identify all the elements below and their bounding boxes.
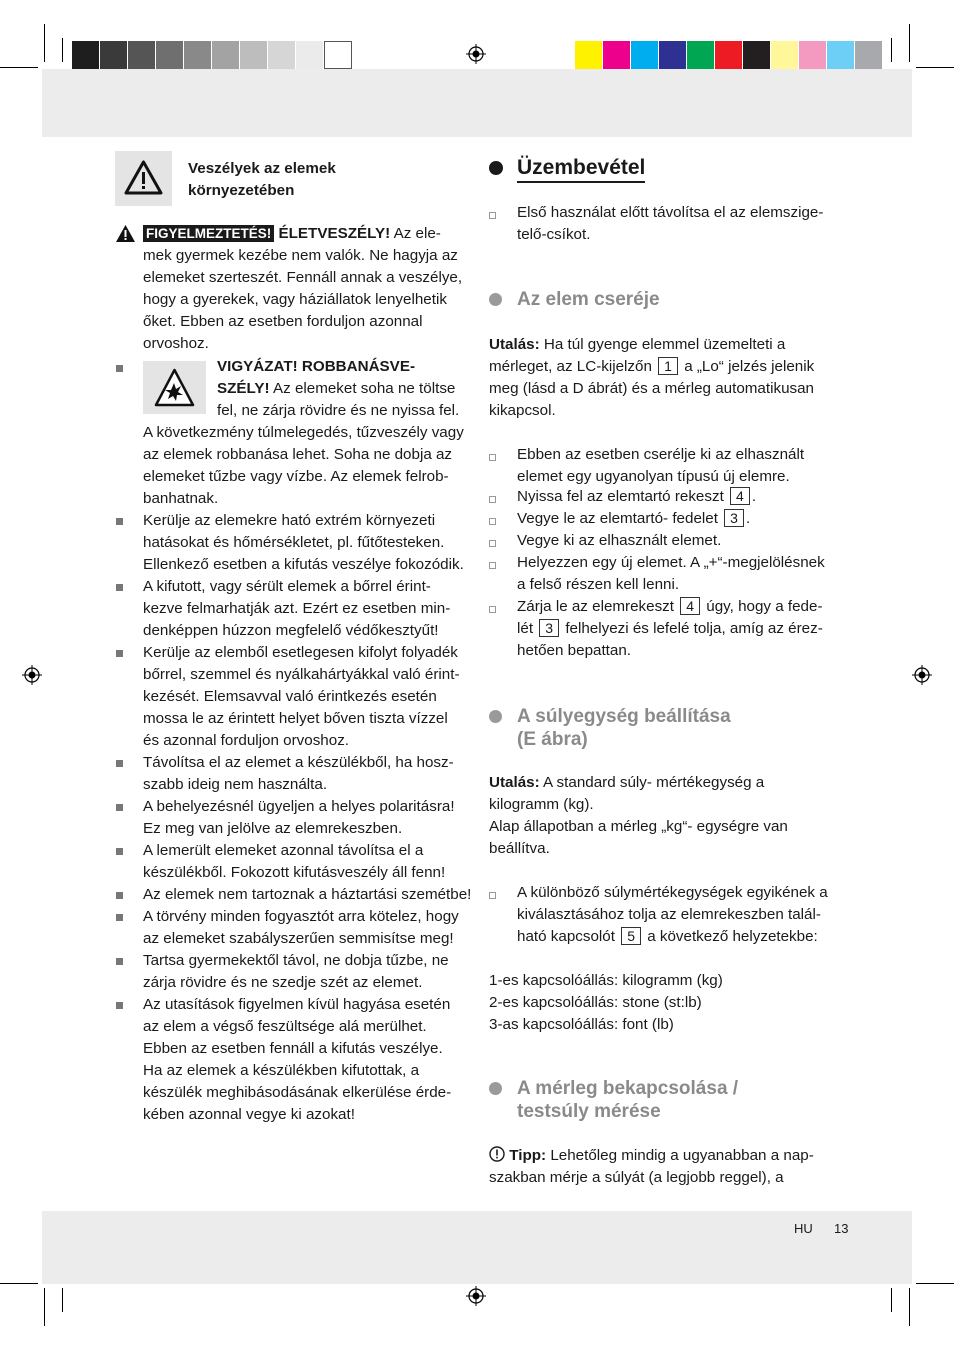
step-bullet	[489, 606, 496, 613]
startup-step: Első használat előtt távolítsa el az elemszige- telő-csíkot.	[517, 204, 824, 243]
header-band	[42, 69, 912, 137]
color-swatch	[268, 41, 296, 69]
color-swatch	[128, 41, 156, 69]
crop-mark	[0, 67, 38, 68]
color-swatch	[100, 41, 128, 69]
battery-step: Helyezzen egy új elemet. A „+“-megjelölésnek a felső részen kell lenni.	[517, 554, 825, 593]
tip-exclamation-icon	[489, 1146, 505, 1162]
crop-mark	[44, 24, 45, 62]
registration-mark-icon	[466, 44, 486, 64]
switch-positions: 1-es kapcsolóállás: kilogramm (kg) 2-es kapcsolóállás: stone (st:lb) 3-as kapcsolóállás: font (lb)	[489, 972, 723, 1033]
list-item: Tartsa gyermekektől távol, ne dobja tűzbe, ne zárja rövidre és ne szedje szét az elemet.	[143, 952, 449, 991]
crop-mark	[909, 24, 910, 62]
step-bullet	[489, 454, 496, 461]
crop-mark	[891, 38, 892, 62]
explosion-hazard-icon	[143, 361, 206, 414]
color-swatch	[240, 41, 268, 69]
step-bullet	[489, 518, 496, 525]
section-bullet-icon	[489, 710, 502, 723]
battery-step: Ebben az esetben cserélje ki az elhasznált elemet egy ugyanolyan típusú új elemre.	[517, 446, 805, 485]
color-swatch	[324, 41, 352, 69]
list-item: A törvény minden fogyasztót arra kötelez, hogy az elemeket szabályszerűen semmisítse meg!	[143, 908, 459, 947]
list-item: Kerülje az elemből esetlegesen kifolyt folyadék bőrrel, szemmel és nyálkahártyákkal való érint- kezését. Elemsavval való érintkezés esetén mossa le az érintett helyet bőven tiszta vízzel és azonnal forduljon orvoshoz.	[143, 644, 460, 749]
list-item: Távolítsa el az elemet a készülékből, ha hosz- szabb ideig nem használta.	[143, 754, 454, 793]
alert-badge: FIGYELMEZTETÉS!	[143, 225, 274, 242]
crop-mark	[0, 1283, 38, 1284]
section-title-battery: Az elem cseréje	[517, 289, 660, 310]
crop-mark	[916, 1283, 954, 1284]
section-bullet-icon	[489, 161, 503, 175]
color-swatch	[687, 41, 715, 69]
list-bullet	[116, 892, 123, 899]
step-bullet	[489, 562, 496, 569]
footer-language: HU	[794, 1221, 813, 1236]
color-swatch	[212, 41, 240, 69]
registration-mark-icon	[22, 665, 42, 685]
color-swatch	[799, 41, 827, 69]
color-swatch	[659, 41, 687, 69]
warning-triangle-icon	[115, 151, 172, 206]
color-swatch	[631, 41, 659, 69]
battery-step: Nyissa fel az elemtartó rekeszt 4 .	[517, 488, 757, 505]
color-swatch	[575, 41, 603, 69]
step-bullet	[489, 892, 496, 899]
battery-note: Utalás: Ha túl gyenge elemmel üzemelteti a mérleget, az LC-kijelzőn 1 a „Lo“ jelzés jelenik meg (lásd a D ábrát) és a mérleg automatikusan kikapcsol.	[489, 336, 815, 419]
color-swatch	[184, 41, 212, 69]
color-swatch	[827, 41, 855, 69]
page-footer	[794, 1221, 849, 1236]
step-bullet	[489, 212, 496, 219]
list-item: A kifutott, vagy sérült elemek a bőrrel érint- kezve felmarhatják azt. Ezért ez esetben min- denképpen húzzon megfelelő védőkesztyűt!	[143, 578, 451, 639]
crop-mark	[62, 1288, 63, 1312]
section-title-unit: A súlyegység beállítása (E ábra)	[517, 706, 731, 750]
crop-mark	[909, 1288, 910, 1326]
list-item: A behelyezésnél ügyeljen a helyes polaritásra! Ez meg van jelölve az elemrekeszben.	[143, 798, 455, 837]
list-bullet	[116, 804, 123, 811]
color-swatch	[715, 41, 743, 69]
list-item: Az elemek nem tartoznak a háztartási szemétbe!	[143, 886, 472, 903]
tip-paragraph: Tipp: Lehetőleg mindig a ugyanabban a nap- szakban mérje a súlyát (a legjobb reggel), a	[489, 1147, 814, 1186]
registration-mark-icon	[466, 1286, 486, 1306]
list-bullet	[116, 650, 123, 657]
list-bullet	[116, 848, 123, 855]
battery-step: Vegye le az elemtartó- fedelet 3 .	[517, 510, 751, 527]
color-swatch	[743, 41, 771, 69]
section-title-weigh: A mérleg bekapcsolása / testsúly mérése	[517, 1078, 739, 1122]
list-item: Kerülje az elemekre ható extrém környezeti hatásokat és hőmérsékletet, pl. fűtőtesteken. Ellenkező esetben a kifutás veszélye fokozódik.	[143, 512, 464, 573]
color-swatch	[72, 41, 100, 69]
unit-note: Utalás: A standard súly- mértékegység a kilogramm (kg). Alap állapotban a mérleg „kg“- egységre van beállítva.	[489, 774, 788, 857]
section-bullet-icon	[489, 293, 502, 306]
list-item: Az utasítások figyelmen kívül hagyása esetén az elem a végső feszültsége alá merülhet. Ebben az esetben fennáll a kifutás veszélye. Ha az elemek a készülékben kifutottak, a készülék meghibásodásának elkerülése érde- kében azonnal vegye ki azokat!	[143, 996, 452, 1123]
list-item: A lemerült elemeket azonnal távolítsa el a készülékből. Fokozott kifutásveszély áll fenn!	[143, 842, 446, 881]
crop-mark	[44, 1288, 45, 1326]
step-bullet	[489, 496, 496, 503]
battery-step: Zárja le az elemrekeszt 4 úgy, hogy a fede- lét 3 felhelyezi és lefelé tolja, amíg az érez- hetően bepattan.	[517, 598, 823, 659]
explosion-warning-heading: VIGYÁZAT! ROBBANÁSVE- SZÉLY! Az elemeket soha ne töltse fel, ne zárja rövidre és ne nyissa fel.	[217, 358, 460, 419]
crop-mark	[62, 38, 63, 62]
list-bullet	[116, 760, 123, 767]
list-bullet	[116, 584, 123, 591]
color-swatch	[771, 41, 799, 69]
list-bullet	[116, 914, 123, 921]
step-bullet	[489, 540, 496, 547]
page-number: 13	[834, 1221, 849, 1236]
footer-band	[42, 1211, 912, 1284]
life-danger-paragraph: FIGYELMEZTETÉS! ÉLETVESZÉLY! Az ele- mek gyermek kezébe nem valók. Ne hagyja az elemeket szerteszét. Fennáll annak a veszélye, hogy a gyerekek, vagy háziállatok lenyelhetik őket. Ebben az esetben forduljon azonnal orvoshoz.	[143, 225, 463, 352]
explosion-warning-text: A következmény túlmelegedés, tűzveszély vagy az elemek robbanása lehet. Soha ne dobja az elemeket tűzbe vagy vízbe. Az elemek felrob- banhatnak.	[143, 424, 464, 507]
list-bullet	[116, 1002, 123, 1009]
list-bullet	[116, 365, 123, 372]
warning-icon-box	[115, 151, 172, 206]
section-title-startup: Üzembevétel	[517, 155, 645, 183]
crop-mark	[916, 67, 954, 68]
color-swatch	[156, 41, 184, 69]
registration-mark-icon	[912, 665, 932, 685]
section-bullet-icon	[489, 1082, 502, 1095]
list-bullet	[116, 958, 123, 965]
list-bullet	[116, 518, 123, 525]
battery-step: Vegye ki az elhasznált elemet.	[517, 532, 722, 549]
unit-step: A különböző súlymértékegységek egyikének a kiválasztásához tolja az elemrekeszben talál- ható kapcsolót 5 a következő helyzetekbe:	[517, 884, 828, 945]
crop-mark	[891, 1288, 892, 1312]
warning-small-icon	[115, 224, 136, 243]
warning-section-title: Veszélyek az elemek környezetében	[188, 160, 336, 199]
color-swatch	[296, 41, 324, 69]
explosion-icon-box	[143, 361, 206, 414]
color-swatch	[603, 41, 631, 69]
color-swatch	[855, 41, 883, 69]
